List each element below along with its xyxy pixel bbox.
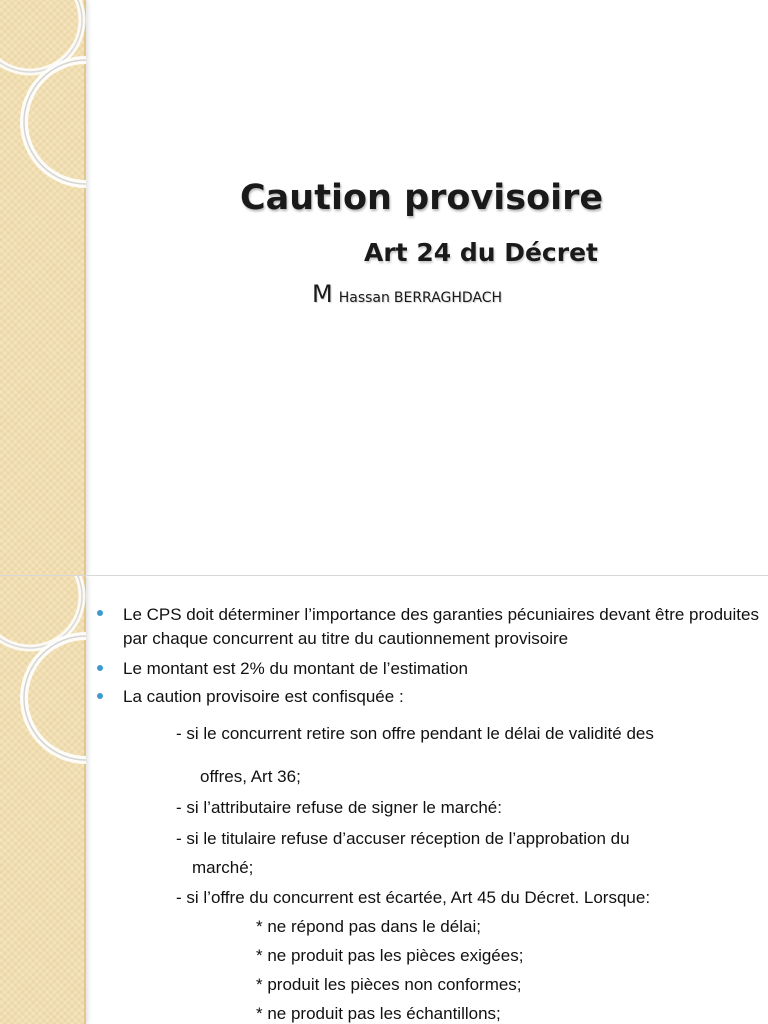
sub-condition-line: * ne produit pas les pièces exigées; <box>256 946 524 965</box>
bullet-icon <box>97 610 103 616</box>
decorative-side-band <box>0 576 86 1024</box>
bullet-item: Le montant est 2% du montant de l’estimation <box>123 659 468 678</box>
decorative-rings <box>0 576 86 1024</box>
decorative-rings <box>0 0 86 576</box>
author-line <box>312 280 502 308</box>
slide-subtitle: Art 24 du Décret <box>364 238 598 267</box>
author-prefix: M <box>312 280 333 308</box>
bullet-item: Le CPS doit déterminer l’importance des garanties pécuniaires devant être produites par chaque concurrent au titre du cautionnement provisoire <box>123 605 759 648</box>
sub-condition-line: * ne produit pas les échantillons; <box>256 1004 501 1023</box>
condition-line: - si le concurrent retire son offre pendant le délai de validité des <box>176 724 654 743</box>
condition-line: marché; <box>192 858 254 877</box>
decorative-side-band <box>0 0 86 576</box>
bullet-icon <box>97 665 103 671</box>
sub-condition-line: * ne répond pas dans le délai; <box>256 917 481 936</box>
condition-line: - si le titulaire refuse d’accuser réception de l’approbation du <box>176 829 630 848</box>
author-last-name: BERRAGHDACH <box>393 290 503 306</box>
author-first-name: Hassan <box>338 290 390 306</box>
bullet-icon <box>97 693 103 699</box>
sub-condition-line: * produit les pièces non conformes; <box>256 975 522 994</box>
content-slide <box>0 576 768 1024</box>
slide-title: Caution provisoire <box>240 178 604 218</box>
bullet-item: La caution provisoire est confisquée : <box>123 687 404 706</box>
condition-line: - si l’offre du concurrent est écartée, Art 45 du Décret. Lorsque: <box>176 888 651 907</box>
condition-line: - si l’attributaire refuse de signer le marché: <box>176 798 502 817</box>
condition-line: offres, Art 36; <box>200 767 301 786</box>
